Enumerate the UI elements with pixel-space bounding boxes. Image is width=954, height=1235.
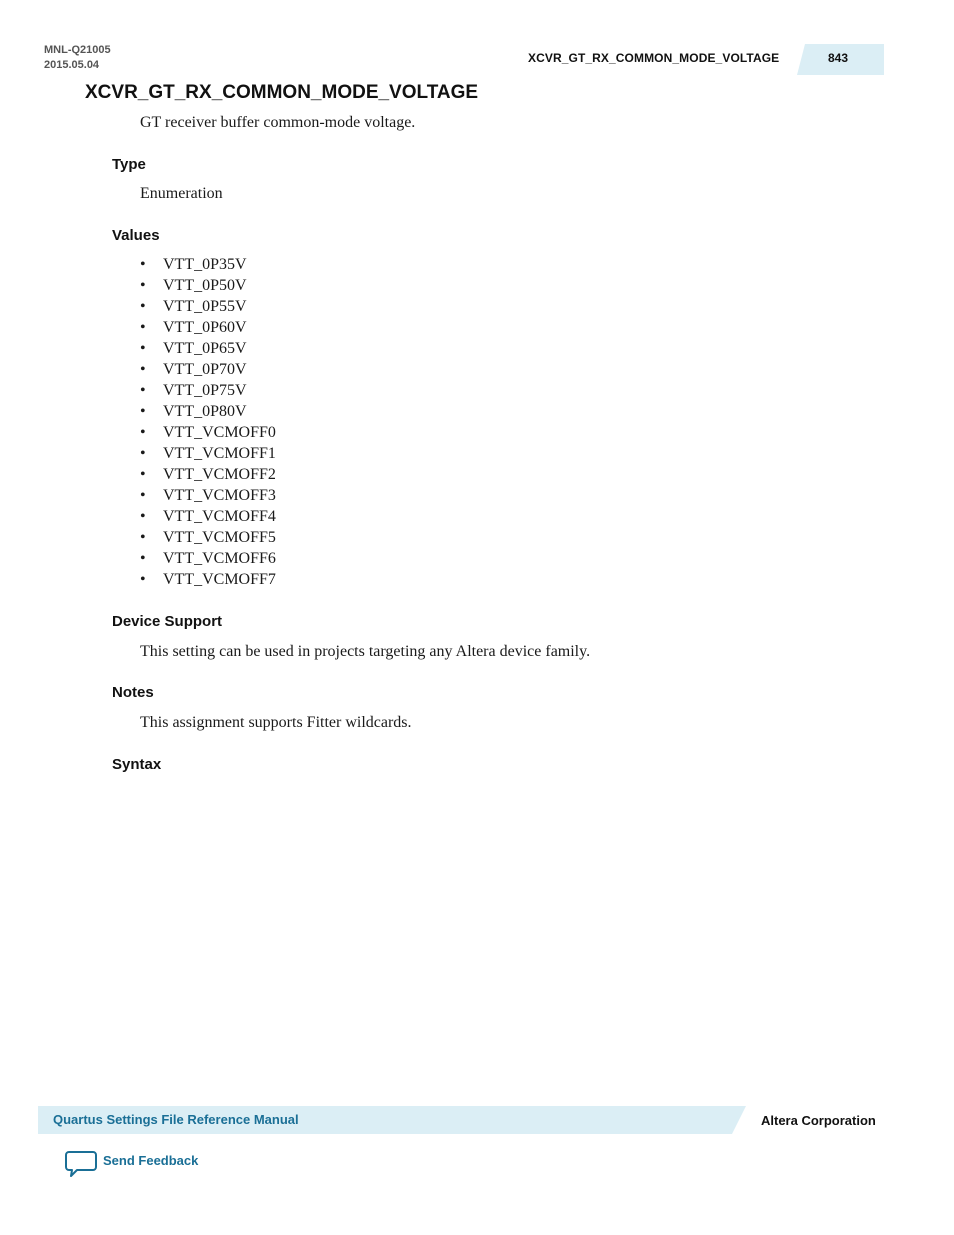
document-date: 2015.05.04: [44, 59, 100, 71]
bullet-icon: •: [140, 256, 146, 273]
value-label: VTT_VCMOFF5: [163, 529, 276, 546]
value-list-item: [140, 527, 276, 548]
description: GT receiver buffer common-mode voltage.: [140, 114, 416, 131]
bullet-icon: •: [140, 529, 146, 546]
value-label: VTT_0P50V: [163, 277, 247, 294]
value-label: VTT_VCMOFF2: [163, 466, 276, 483]
page-number: 843: [828, 51, 849, 65]
document-id: MNL-Q21005: [44, 44, 111, 56]
bullet-icon: •: [140, 382, 146, 399]
value-list-item: [140, 296, 276, 317]
bullet-icon: •: [140, 319, 146, 336]
device-support-text: This setting can be used in projects targeting any Altera device family.: [140, 643, 591, 660]
bullet-icon: •: [140, 550, 146, 567]
bullet-icon: •: [140, 445, 146, 462]
value-label: VTT_0P65V: [163, 340, 247, 357]
value-list-item: [140, 275, 276, 296]
value-label: VTT_0P60V: [163, 319, 247, 336]
bullet-icon: •: [140, 487, 146, 504]
footer-manual-title[interactable]: Quartus Settings File Reference Manual: [53, 1112, 299, 1127]
bullet-icon: •: [140, 424, 146, 441]
syntax-heading: Syntax: [112, 756, 162, 773]
notes-text: This assignment supports Fitter wildcards.: [140, 714, 412, 731]
value-label: VTT_0P80V: [163, 403, 247, 420]
value-label: VTT_VCMOFF6: [163, 550, 276, 567]
value-label: VTT_0P75V: [163, 382, 247, 399]
bullet-icon: •: [140, 403, 146, 420]
value-list-item: [140, 359, 276, 380]
value-label: VTT_VCMOFF1: [163, 445, 276, 462]
value-list-item: [140, 464, 276, 485]
value-list-item: [140, 485, 276, 506]
value-label: VTT_0P55V: [163, 298, 247, 315]
value-label: VTT_VCMOFF0: [163, 424, 276, 441]
bullet-icon: •: [140, 361, 146, 378]
value-list-item: [140, 569, 276, 590]
value-list-item: [140, 506, 276, 527]
type-heading: Type: [112, 156, 146, 173]
notes-heading: Notes: [112, 684, 154, 701]
bullet-icon: •: [140, 466, 146, 483]
value-list-item: [140, 254, 276, 275]
device-support-heading: Device Support: [112, 613, 223, 630]
bullet-icon: •: [140, 277, 146, 294]
value-list-item: [140, 380, 276, 401]
value-list-item: [140, 443, 276, 464]
value-list-item: [140, 401, 276, 422]
value-label: VTT_VCMOFF4: [163, 508, 276, 525]
value-list-item: [140, 338, 276, 359]
value-list-item: [140, 422, 276, 443]
values-list: [140, 254, 276, 590]
values-heading: Values: [112, 227, 160, 244]
bullet-icon: •: [140, 508, 146, 525]
value-label: VTT_VCMOFF7: [163, 571, 276, 588]
value-label: VTT_0P70V: [163, 361, 247, 378]
value-list-item: [140, 317, 276, 338]
value-list-item: [140, 548, 276, 569]
type-value: Enumeration: [140, 185, 223, 202]
running-title: XCVR_GT_RX_COMMON_MODE_VOLTAGE: [528, 51, 780, 65]
page-title: XCVR_GT_RX_COMMON_MODE_VOLTAGE: [85, 82, 479, 103]
bullet-icon: •: [140, 571, 146, 588]
value-label: VTT_VCMOFF3: [163, 487, 276, 504]
value-label: VTT_0P35V: [163, 256, 247, 273]
bullet-icon: •: [140, 340, 146, 357]
send-feedback-link[interactable]: Send Feedback: [103, 1153, 199, 1168]
bullet-icon: •: [140, 298, 146, 315]
speech-bubble-icon[interactable]: [65, 1150, 97, 1178]
footer-company: Altera Corporation: [761, 1113, 876, 1128]
